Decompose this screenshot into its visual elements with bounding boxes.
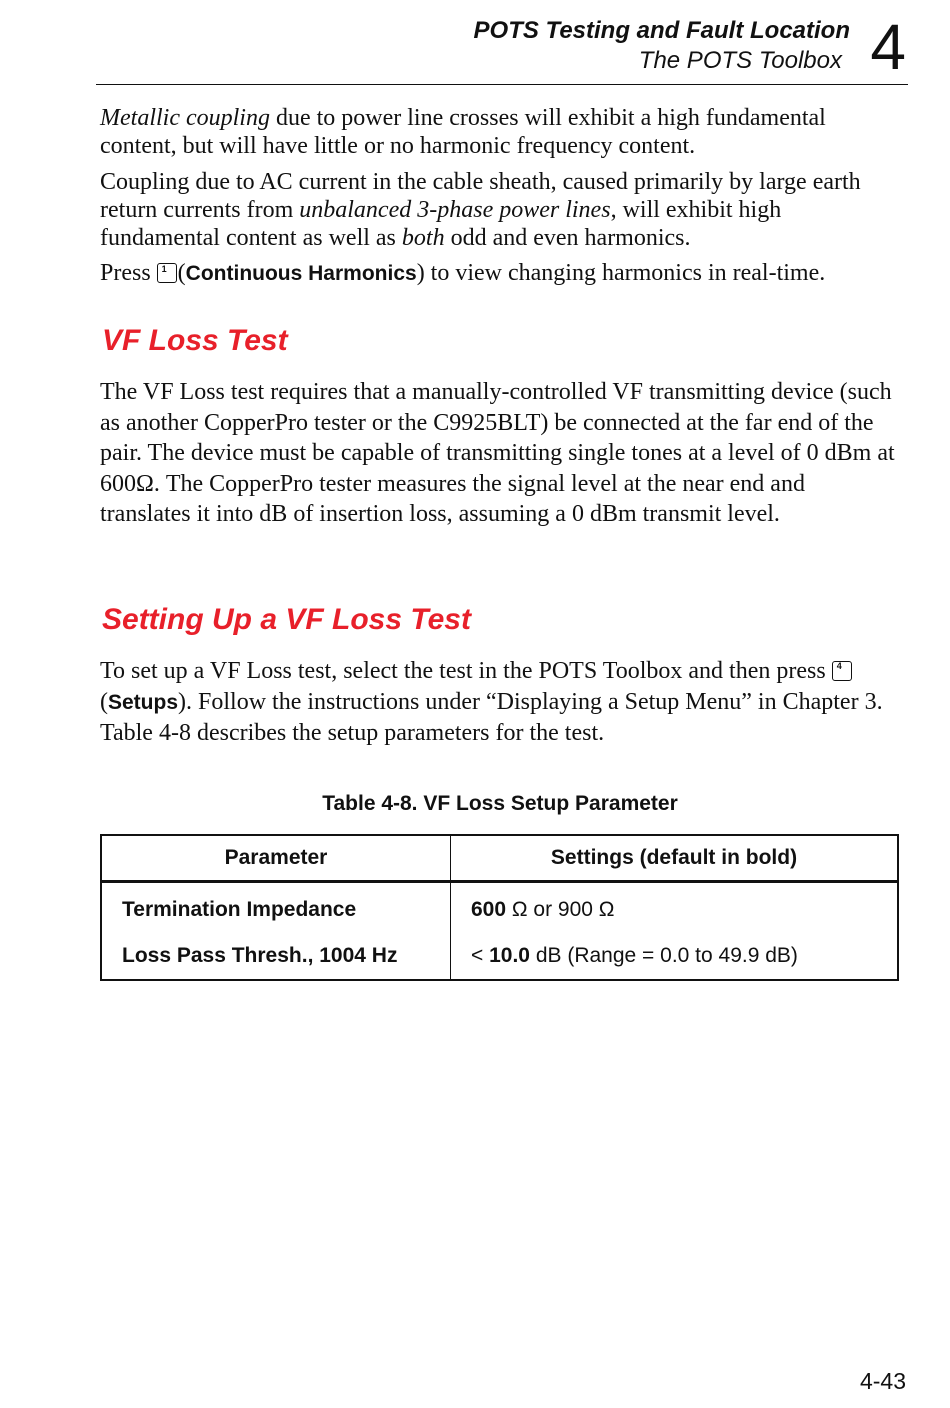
table-row — [101, 882, 898, 934]
chapter-number: 4 — [870, 11, 906, 83]
table-cell-setting — [451, 882, 899, 934]
intro-paragraph-1 — [100, 104, 900, 160]
intro-p3-text-a: Press — [100, 260, 157, 286]
intro-p1-text: due to power line crosses will exhibit a high fundamental content, but will have little or no harmonic frequency content. — [100, 105, 826, 159]
table-header-parameter: Parameter — [101, 835, 451, 882]
setup-paren: ( — [100, 688, 108, 715]
table-row — [101, 933, 898, 980]
intro-paragraph-2 — [100, 168, 900, 252]
intro-p3-text-c: ) to view changing harmonics in real-time. — [416, 260, 826, 286]
intro-p2-text-b: , will exhibit high fundamental content as well as — [100, 197, 782, 251]
intro-p3-paren: ( — [177, 260, 186, 286]
intro-paragraph-3 — [100, 259, 900, 288]
softkey-1-icon — [157, 263, 177, 283]
intro-p2-text-a: Coupling due to AC current in the cable sheath, caused primarily by large earth return currents from — [100, 169, 861, 223]
setup-text-c: ). Follow the instructions under “Displaying a Setup Menu” in Chapter 3. Table 4-8 describes the setup parameters for the test. — [100, 688, 883, 746]
vf-loss-heading: VF Loss Test — [102, 324, 288, 357]
page-number: 4-43 — [859, 1368, 906, 1394]
table-cell-setting — [451, 933, 899, 980]
intro-p2-text-c: odd and even harmonics. — [444, 225, 691, 251]
setting-default: 600 — [471, 898, 507, 921]
vf-loss-paragraph: The VF Loss test requires that a manually-controlled VF transmitting device (such as another CopperPro tester or the C9925BLT) be connected at the far end of the pair. The device must be capable of transmitting single tones at a level of 0 dBm at 600Ω. The CopperPro tester measures the signal level at the near end and translates it into dB of insertion loss, assuming a 0 dBm transmit level. — [100, 379, 895, 527]
setup-text-a: To set up a VF Loss test, select the test in the POTS Toolbox and then press — [100, 658, 832, 684]
intro-p2-italic-1: unbalanced 3-phase power lines — [299, 197, 611, 223]
table-header-row — [101, 835, 898, 882]
softkey-4-icon — [832, 661, 852, 681]
table-header-settings: Settings (default in bold) — [451, 835, 899, 882]
table-cell-parameter: Termination Impedance — [122, 898, 357, 921]
setup-heading: Setting Up a VF Loss Test — [102, 603, 471, 636]
table-cell-parameter: Loss Pass Thresh., 1004 Hz — [122, 944, 398, 967]
setup-paragraph — [100, 656, 900, 749]
intro-p1-italic: Metallic coupling — [100, 105, 270, 131]
setup-parameter-table — [100, 834, 899, 981]
intro-p3-bold: Continuous Harmonics — [185, 262, 417, 285]
setting-default: 10.0 — [489, 944, 530, 967]
setup-bold: Setups — [108, 690, 179, 714]
intro-p2-italic-2: both — [401, 225, 445, 251]
header-divider — [96, 84, 908, 85]
header-title: POTS Testing and Fault Location — [473, 17, 850, 44]
softkey-4-label: 4 — [836, 660, 842, 671]
setting-rest: dB (Range = 0.0 to 49.9 dB) — [529, 944, 798, 967]
header-subtitle: The POTS Toolbox — [638, 47, 842, 74]
setting-rest: Ω or 900 Ω — [506, 898, 615, 921]
table-caption: Table 4-8. VF Loss Setup Parameter — [322, 792, 678, 815]
setting-prefix: < — [471, 944, 490, 967]
softkey-1-label: 1 — [161, 264, 167, 274]
